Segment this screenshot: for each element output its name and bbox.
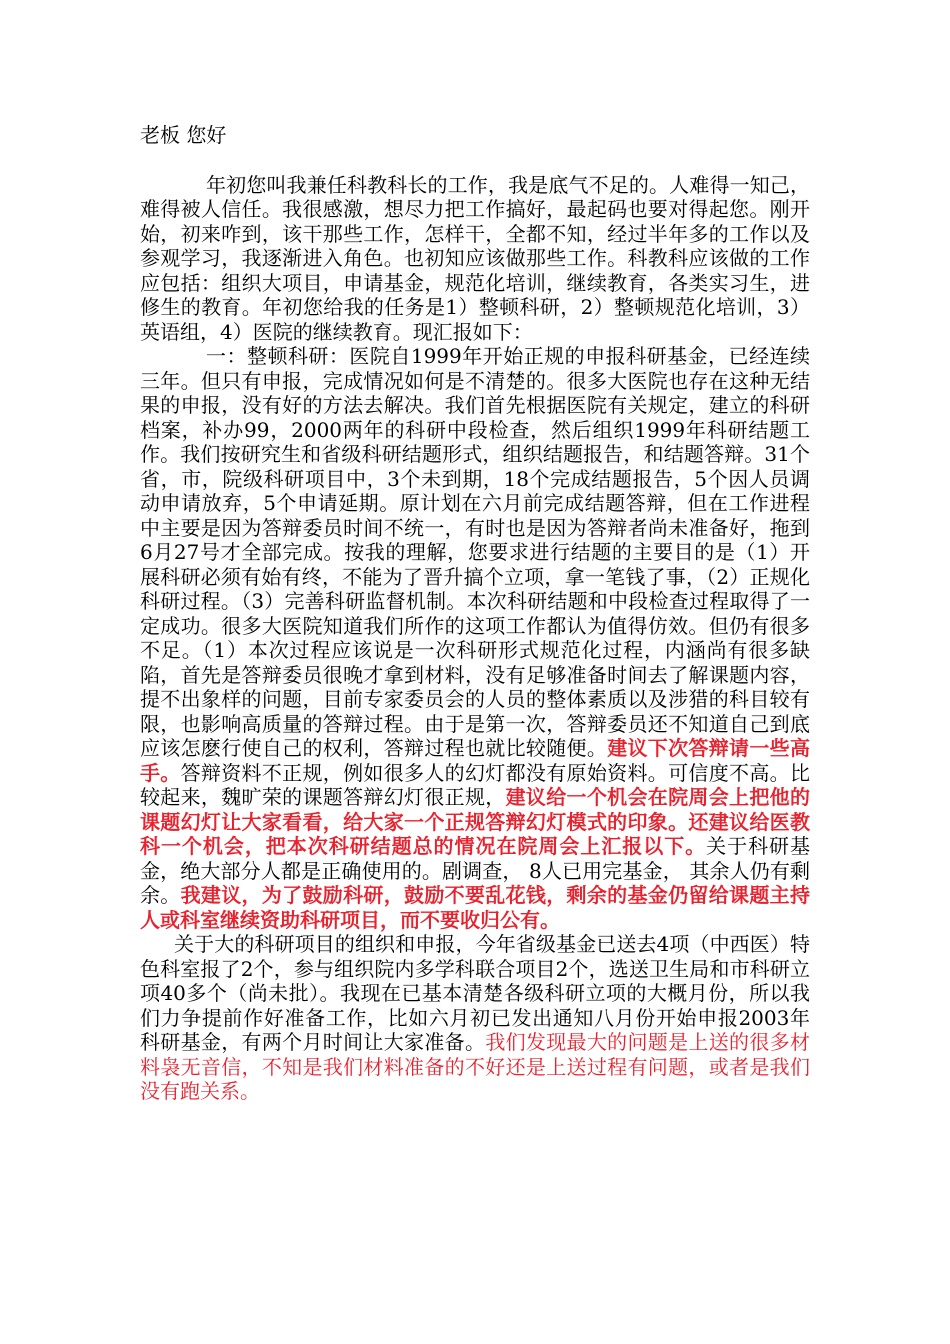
letter-body — [140, 123, 810, 1104]
section1-text-1: 一：整顿科研：医院自1999年开始正规的申报科研基金，已经连续三年。但只有申报，完成情况如何是不清楚的。很多大医院也存在这种无结果的申报，没有好的方法去解决。我们首先根据医院有关规定，建立的科研档案，补办99，2000两年的科研中段检查，然后组织1999年科研结题工作。我们按研究生和省级科研结题形式，组织结题报告，和结题答辩。31个省，市，院级科研项目中，3个未到期，18个完成结题报告，5个因人员调动申请放弃，5个申请延期。原计划在六月前完成结题答辩，但在工作进程中主要是因为答辩委员时间不统一，有时也是因为答辩者尚未准备好，拖到6月27号才全部完成。按我的理解，您要求进行结题的主要目的是（1）开展科研必须有始有终，不能为了晋升搞个立项，拿一笔钱了事，（2）正规化科研过程。（3）完善科研监督机制。本次科研结题和中段检查过程取得了一定成功。很多大医院知道我们所作的这项工作都认为值得仿效。但仍有很多不足。（1）本次过程应该说是一次科研形式规范化过程，内涵尚有很多缺陷，首先是答辩委员很晚才拿到材料，没有足够准备时间去了解课题内容，提不出象样的问题，目前专家委员会的人员的整体素质以及涉猎的科目较有限，也影响高质量的答辩过程。由于是第一次，答辩委员还不知道自己到底应该怎麽行使自己的权利，答辩过程也就比较随便。 — [140, 344, 810, 760]
section2-text: 大的科研项目的组织和申报，今年省级基金已送去4项（中西医）特色科室报了2个，参与组织院内多学科联合项目2个，选送卫生局和市科研立项40多个（尚未批）。我现在已基本清楚各级科研立项的大概月份，所以我们力争提前作好准备工作，比如六月初已发出通知八月份开始申报2003年科研基金，有两个月时间让大家准备。 — [140, 932, 810, 1054]
issue-no-response: 我们发现最大的问题是上送的很多材料袅无音信，不知是我们材料准备的不好还是上送过程有问题，或者是我们没有跑关系。 — [140, 1030, 810, 1103]
greeting: 老板 您好 — [140, 123, 227, 147]
intro-text: 年初您叫我兼任科教科长的工作，我是底气不足的。人难得一知己，难得被人信任。我很感激，想尽力把工作搞好，最起码也要对得起您。刚开始，初来咋到，该干那些工作，怎样干，全都不知，经过半年多的工作以及参观学习，我逐渐进入角色。也初知应该做那些工作。科教科应该做的工作应包括：组织大项目，申请基金，规范化培训，继续教育，各类实习生，进修生的教育。年初您给我的任务是1）整顿科研，2）整顿规范化培训，3）英语组，4）医院的继续教育。现汇报如下： — [140, 172, 810, 344]
section1-text-2: 答辩资料不正规，例如很多人的幻灯都没有原始资料。可信度不高。比较起来，魏旷荣的课题答辩幻灯很正规， — [140, 760, 810, 809]
section-projects-paragraph — [140, 932, 810, 1104]
section1-text-3: 关于科研基金，绝大部分人都是正确使用的。剧调查， 8人已用完基金， 其余人仍有剩余。 — [140, 834, 811, 907]
section-research-paragraph — [140, 344, 810, 932]
suggestion-invite-experts: 建议下次答辩请一些高手。 — [140, 736, 810, 785]
suggestion-remaining-funds: 我建议，为了鼓励科研，鼓励不要乱花钱，剩余的基金仍留给课题主持人或科室继续资助科研项目，而不要收归公有。 — [140, 883, 810, 932]
intro-paragraph — [140, 173, 810, 345]
suggestion-weekly-meeting: 建议给一个机会在院周会上把他的课题幻灯让大家看看，给大家一个正规答辩幻灯模式的印象。还建议给医教科一个机会，把本次科研结题总的情况在院周会上汇报以下。 — [140, 785, 810, 858]
section2-lead: 关于 — [174, 932, 215, 956]
